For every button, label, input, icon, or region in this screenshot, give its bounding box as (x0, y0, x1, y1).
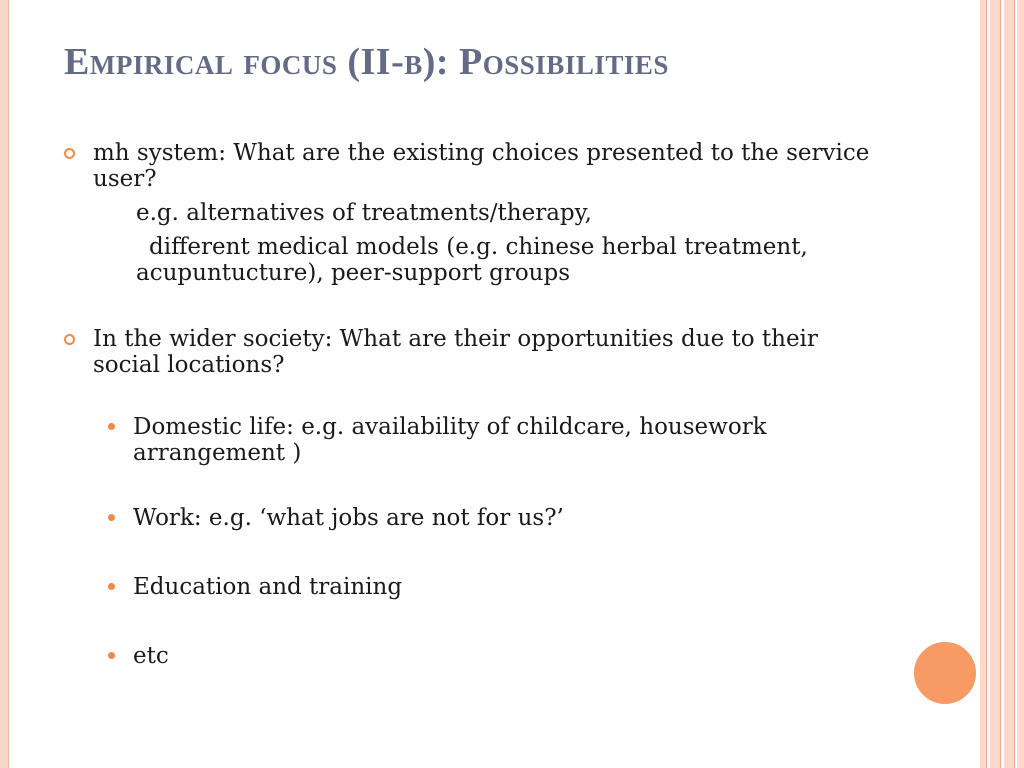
stripe-line (986, 0, 987, 768)
stripe-line (1014, 0, 1015, 768)
dot-bullet-icon (108, 514, 115, 521)
dot-bullet-icon (108, 423, 115, 430)
example-line: e.g. alternatives of treatments/therapy, (136, 200, 592, 226)
slide-title: Empirical focus (II-b): Possibilities (64, 41, 669, 83)
slide-body (64, 140, 884, 669)
stripe (1004, 0, 1014, 768)
left-border-line (8, 0, 9, 768)
sub-bullet-item (64, 505, 884, 531)
stripe (1017, 0, 1024, 768)
dot-bullet-icon (108, 652, 115, 659)
stripe-line (1000, 0, 1001, 768)
example-line-text: different medical models (e.g. chinese herbal treatment, acupuntucture), peer-support groups (136, 234, 808, 286)
bullet-item (64, 140, 884, 192)
ring-bullet-icon (64, 148, 75, 159)
sub-bullet-item (64, 574, 884, 600)
bullet-item (64, 326, 884, 378)
right-decorative-stripes (980, 0, 1024, 768)
example-line (64, 234, 884, 286)
bullet-text: In the wider society: What are their opportunities due to their social locations? (93, 326, 818, 378)
bullet-text: mh system: What are the existing choices presented to the service user? (93, 140, 870, 192)
sub-bullet-item (64, 414, 884, 466)
sub-bullet-text: Domestic life: e.g. availability of childcare, housework arrangement ) (133, 414, 767, 466)
sub-bullet-item (64, 643, 884, 669)
left-border-band (0, 0, 8, 768)
ring-bullet-icon (64, 334, 75, 345)
dot-bullet-icon (108, 583, 115, 590)
sub-bullet-text: Work: e.g. ‘what jobs are not for us?’ (133, 505, 564, 531)
sub-bullet-text: etc (133, 643, 169, 669)
decorative-orange-circle (912, 640, 978, 706)
stripe (990, 0, 1000, 768)
sub-bullet-text: Education and training (133, 574, 403, 600)
